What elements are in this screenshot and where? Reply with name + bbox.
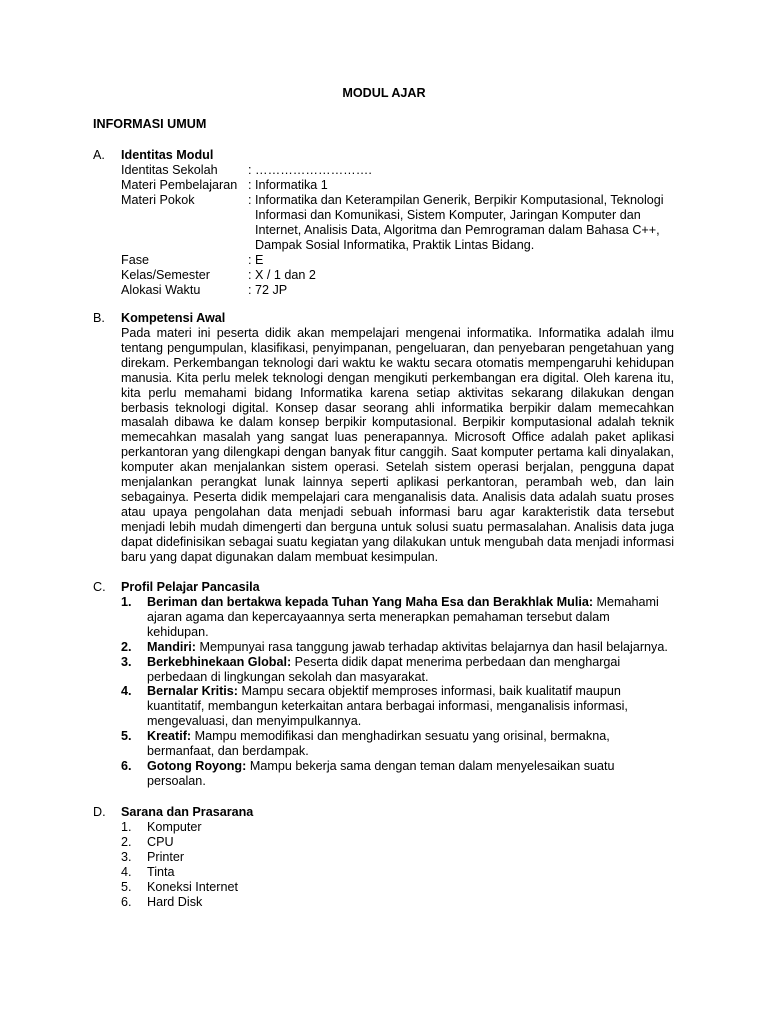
facilities-list [121, 820, 521, 909]
identity-value: Informatika 1 [255, 178, 328, 192]
list-item [121, 835, 521, 850]
item-term: Mandiri: [147, 639, 196, 654]
identity-label: Kelas/Semester [121, 267, 210, 282]
identity-row-phase [121, 253, 681, 268]
section-b-title: Kompetensi Awal [121, 311, 226, 325]
identity-label: Materi Pembelajaran [121, 178, 238, 192]
list-item [121, 865, 521, 880]
identity-value: ………………………. [255, 163, 372, 177]
competency-paragraph: Pada materi ini peserta didik akan mempelajari mengenai informatika. Informatika adalah ilmu tentang pengumpulan, klasifikasi, penyimpanan, pengeluaran, dan penyebaran pengetahuan yang direkam. Perkembangan teknologi dari waktu ke waktu secara otomatis mempengaruhi kehidupan manusia. Kita perlu melek teknologi dengan mengikuti perkembangan era digital. Oleh karena itu, kita perlu memahami bidang Informatika karena setiap aktivitas sekarang dilakukan dengan berbasis teknologi digital. Konsep dasar seorang ahli informatika berpikir dalam memecahkan masalah dibawa ke dalam konsep berpikir komputasional. Berpikir komputasional adalah teknik memecahkan masalah yang sangat luas penerapannya. Microsoft Office adalah paket aplikasi perkantoran yang dilengkapi dengan banyak fitur canggih. Saat komputer pertama kali dinyalakan, komputer akan menjalankan sistem operasi. Setelah sistem operasi berjalan, pengguna dapat menjalankan perangkat lunak lainnya seperti aplikasi perkantoran, perambah web, dan lain sebagainya. Peserta didik mempelajari cara menganalisis data. Analisis data adalah suatu proses atau upaya pengolahan data menjadi sebuah informasi baru agar karakteristik data tersebut menjadi lebih mudah dimengerti dan berguna untuk solusi suatu permasalahan. Analisis data juga dapat didefinisikan sebagai suatu kegiatan yang dilakukan untuk mengubah data menjadi informasi baru yang dapat digunakan dalam membuat kesimpulan. [121, 326, 674, 564]
item-description: Mampu bekerja sama dengan teman dalam menyelesaikan suatu persoalan. [147, 758, 615, 788]
identity-row-topic [121, 193, 681, 253]
item-number: 2. [121, 639, 132, 654]
identity-label: Fase [121, 252, 149, 267]
item-number: 3. [121, 654, 132, 669]
item-number: 5. [121, 879, 132, 894]
section-a-letter: A. [93, 148, 105, 162]
item-number: 5. [121, 729, 132, 744]
identity-colon: : [248, 267, 252, 282]
item-description: Mampu secara objektif memproses informasi, baik kualitatif maupun kuantitatif, membangun keterkaitan antara berbagai informasi, menganalisis informasi, mengevaluasi, dan menyimpulkannya. [147, 684, 628, 729]
info-heading: INFORMASI UMUM [93, 117, 207, 131]
item-label: Tinta [147, 864, 175, 879]
section-d-title: Sarana dan Prasarana [121, 805, 254, 819]
item-term: Gotong Royong: [147, 758, 247, 773]
section-a-title: Identitas Modul [121, 148, 214, 162]
list-item [121, 759, 674, 789]
identity-label: Materi Pokok [121, 193, 195, 207]
identity-label: Identitas Sekolah [121, 163, 218, 177]
section-d-letter: D. [93, 805, 106, 819]
identity-row-class [121, 268, 681, 283]
list-item [121, 684, 674, 729]
identity-value: Informatika dan Keterampilan Generik, Berpikir Komputasional, Teknologi Informasi dan Komunikasi, Sistem Komputer, Jaringan Komputer dan Internet, Analisis Data, Algoritma dan Pemrograman dalam Bahasa C++, Dampak Sosial Informatika, Praktik Lintas Bidang. [255, 193, 664, 252]
document-title: MODUL AJAR [342, 86, 426, 100]
list-item [121, 820, 521, 835]
item-number: 6. [121, 758, 132, 773]
item-term: Kreatif: [147, 729, 192, 744]
identity-table [121, 163, 681, 298]
item-number: 1. [121, 595, 132, 609]
item-number: 4. [121, 684, 132, 699]
item-label: CPU [147, 834, 174, 849]
list-item [121, 655, 674, 685]
list-item [121, 850, 521, 865]
section-c-letter: C. [93, 580, 106, 594]
item-number: 4. [121, 864, 132, 879]
identity-value: X / 1 dan 2 [255, 267, 316, 282]
identity-label: Alokasi Waktu [121, 282, 201, 297]
identity-colon: : [248, 282, 252, 297]
item-label: Printer [147, 849, 185, 864]
identity-row-subject [121, 178, 681, 193]
list-item [121, 595, 674, 640]
item-number: 3. [121, 849, 132, 864]
item-description: Mempunyai rasa tanggung jawab terhadap aktivitas belajarnya dan hasil belajarnya. [195, 639, 668, 654]
item-label: Koneksi Internet [147, 879, 239, 894]
section-b-letter: B. [93, 311, 105, 325]
identity-value: 72 JP [255, 282, 288, 297]
item-term: Berkebhinekaan Global: [147, 654, 292, 669]
item-label: Komputer [147, 820, 202, 834]
list-item [121, 729, 674, 759]
list-item [121, 640, 674, 655]
identity-value: E [255, 252, 264, 267]
item-label: Hard Disk [147, 894, 203, 909]
identity-colon: : [248, 178, 252, 192]
identity-row-school [121, 163, 681, 178]
pancasila-profile-list [121, 595, 674, 789]
item-description: Mampu memodifikasi dan menghadirkan sesuatu yang orisinal, bermakna, bermanfaat, dan berdampak. [147, 729, 610, 759]
item-term: Bernalar Kritis: [147, 684, 238, 699]
item-number: 1. [121, 820, 132, 834]
identity-colon: : [248, 193, 252, 207]
list-item [121, 880, 521, 895]
item-number: 6. [121, 894, 132, 909]
item-description: Peserta didik dapat menerima perbedaan dan menghargai perbedaan di lingkungan sekolah dan masyarakat. [147, 654, 621, 684]
item-description: Memahami ajaran agama dan kepercayaannya serta menerapkan pemahaman tersebut dalam kehidupan. [147, 595, 659, 639]
item-term: Beriman dan bertakwa kepada Tuhan Yang Maha Esa dan Berakhlak Mulia: [147, 595, 594, 609]
identity-colon: : [248, 163, 252, 177]
item-number: 2. [121, 834, 132, 849]
list-item [121, 895, 521, 910]
identity-colon: : [248, 252, 252, 267]
section-c-title: Profil Pelajar Pancasila [121, 580, 260, 594]
identity-row-time [121, 283, 681, 298]
